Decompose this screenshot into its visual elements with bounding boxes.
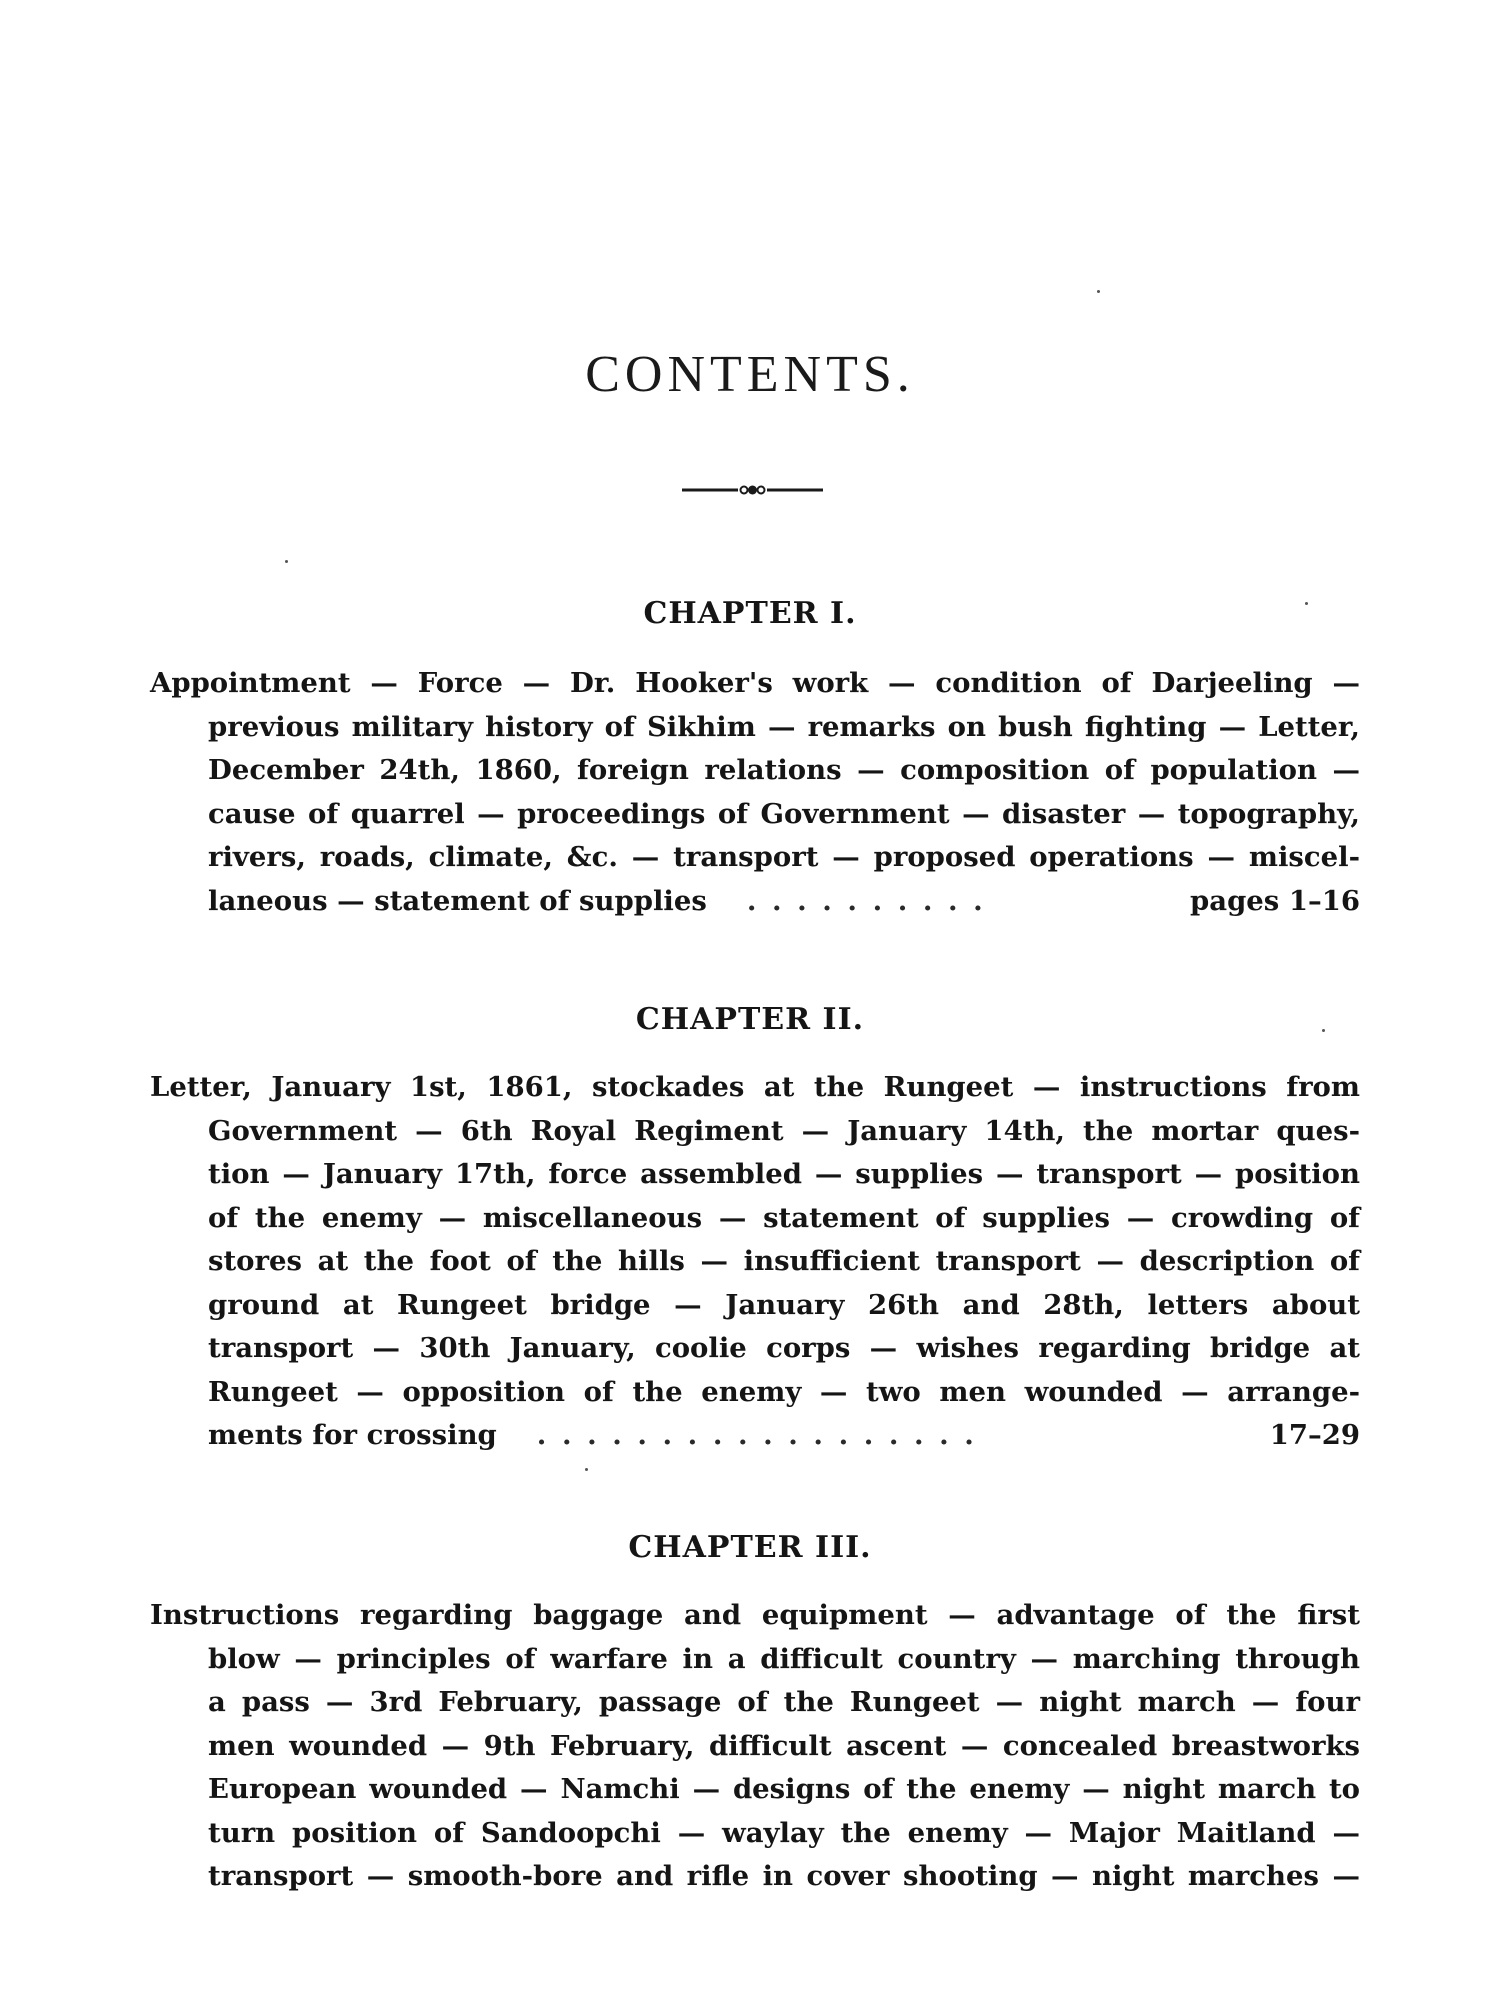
summary-line: transport — smooth-bore and rifle in cover shooting — night marches — [208, 1860, 1360, 1892]
summary-last-line [208, 1414, 1360, 1458]
summary-line: Appointment — Force — Dr. Hooker's work — condition of Darjeeling — [150, 667, 1360, 699]
summary-line: laneous — statement of supplies [208, 884, 707, 917]
chapter-summary-2 [150, 1066, 1360, 1458]
page-title: CONTENTS. [585, 346, 915, 403]
ornament-divider [680, 482, 825, 498]
chapter-heading-3: CHAPTER III. [628, 1530, 872, 1565]
scan-speck [1305, 602, 1308, 605]
summary-line: rivers, roads, climate, &c. — transport — proposed operations — miscel- [208, 841, 1360, 873]
page-range: 17–29 [1269, 1419, 1360, 1451]
chapter-heading-1: CHAPTER I. [643, 596, 857, 631]
dot-leader: . . . . . . . . . . . . . . . . . . [536, 1419, 977, 1451]
summary-line: blow — principles of warfare in a difficult country — marching through [208, 1642, 1360, 1675]
scan-speck [1322, 1029, 1325, 1032]
summary-line: European wounded — Namchi — designs of the enemy — night march to [208, 1773, 1360, 1805]
dot-leader: . . . . . . . . . . [746, 884, 986, 917]
summary-line: turn position of Sandoopchi — waylay the enemy — Major Maitland — [208, 1816, 1360, 1849]
scan-speck [585, 1468, 588, 1471]
summary-line: previous military history of Sikhim — remarks on bush fighting — Letter, [208, 710, 1360, 743]
summary-line: Government — 6th Royal Regiment — January 14th, the mortar ques- [208, 1114, 1360, 1147]
summary-line: Rungeet — opposition of the enemy — two men wounded — arrange- [208, 1375, 1360, 1408]
page-range: pages 1–16 [1190, 884, 1360, 917]
chapter-heading-2: CHAPTER II. [635, 1002, 865, 1037]
summary-line: Instructions regarding baggage and equipment — advantage of the first [150, 1599, 1360, 1631]
summary-line: ground at Rungeet bridge — January 26th and 28th, letters about [208, 1288, 1360, 1321]
summary-line: Letter, January 1st, 1861, stockades at the Rungeet — instructions from [150, 1071, 1360, 1103]
scan-speck [1097, 290, 1100, 293]
summary-line: a pass — 3rd February, passage of the Rungeet — night march — four [208, 1686, 1360, 1718]
summary-line: tion — January 17th, force assembled — supplies — transport — position [208, 1158, 1360, 1190]
summary-line: men wounded — 9th February, difficult ascent — concealed breastworks [208, 1729, 1360, 1762]
chapter-summary-3 [150, 1594, 1360, 1899]
summary-line: of the enemy — miscellaneous — statement of supplies — crowding of [208, 1201, 1360, 1234]
chapter-summary-1 [150, 662, 1360, 923]
summary-line: cause of quarrel — proceedings of Government — disaster — topography, [208, 797, 1360, 830]
scan-speck [285, 560, 288, 563]
summary-last-line [208, 880, 1360, 924]
summary-line: December 24th, 1860, foreign relations — composition of population — [208, 754, 1360, 786]
summary-line: ments for crossing [208, 1419, 497, 1451]
summary-line: transport — 30th January, coolie corps — wishes regarding bridge at [208, 1332, 1360, 1364]
summary-line: stores at the foot of the hills — insufficient transport — description of [208, 1245, 1360, 1277]
